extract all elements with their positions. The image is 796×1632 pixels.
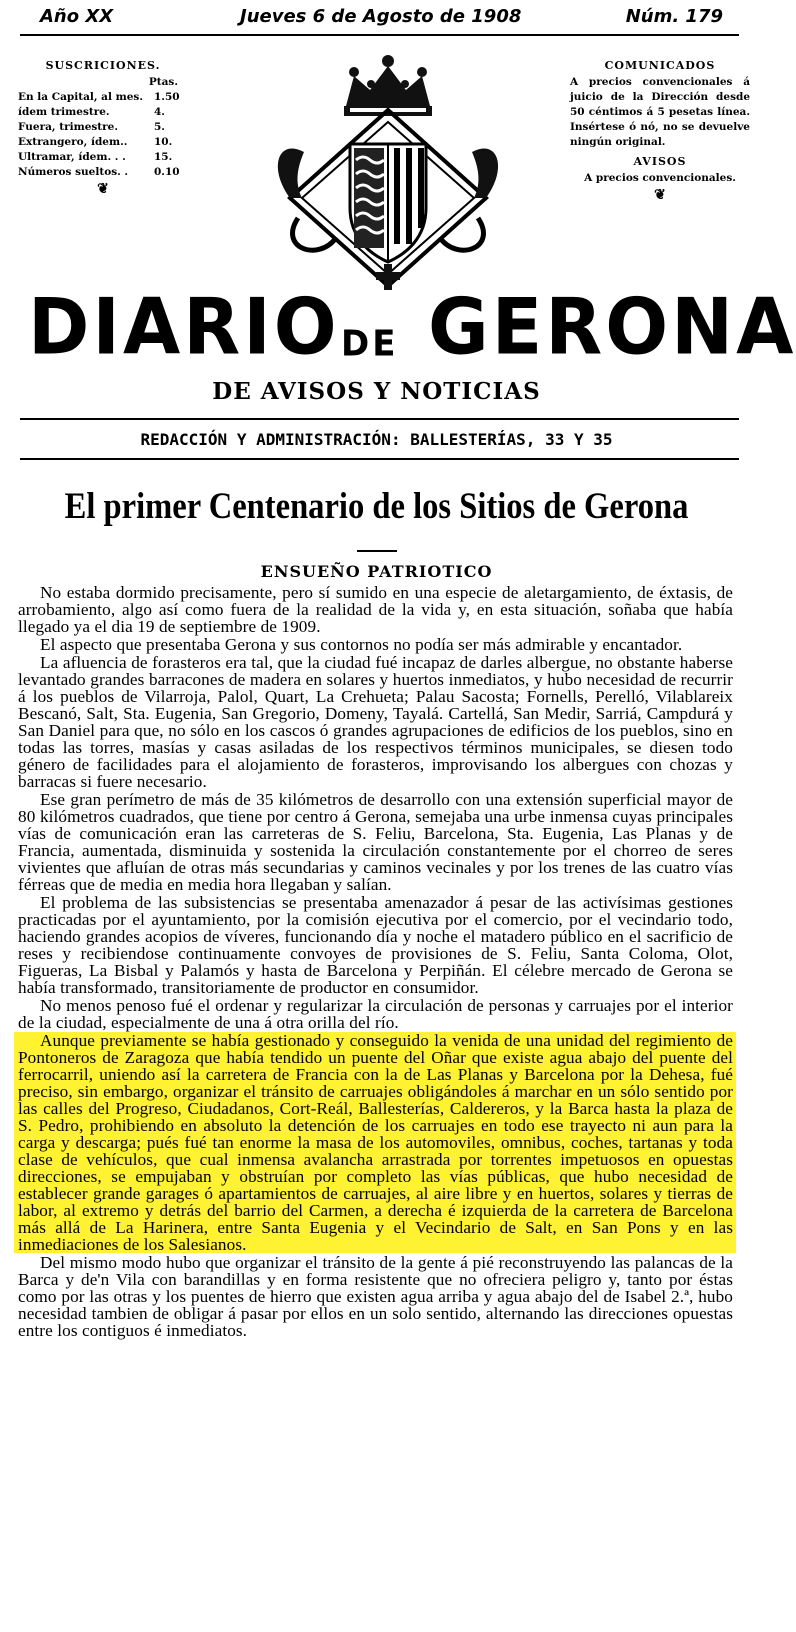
article-section-title: ENSUEÑO PATRIOTICO bbox=[260, 562, 493, 581]
top-rule bbox=[20, 34, 739, 36]
coat-of-arms-crest bbox=[258, 48, 518, 298]
comunicados-box bbox=[570, 58, 750, 203]
subscription-row: ídem trimestre. 4. bbox=[18, 106, 165, 118]
shield-icon bbox=[350, 144, 426, 262]
issue-date: Jueves 6 de Agosto de 1908 bbox=[240, 6, 522, 27]
subscription-row: Ultramar, ídem. . . 15. bbox=[18, 151, 173, 163]
article-paragraph: No estaba dormido precisamente, pero sí sumido en una especie de aletargamiento, de éxtasis, de arrobamiento, algo así como fuera de la realidad de la vida y, en esta situación, soñaba que había llegado ya el dia 19 de septiembre de 1909. bbox=[18, 583, 733, 636]
subscriptions-box bbox=[18, 58, 188, 197]
comunicados-title: COMUNICADOS bbox=[604, 59, 716, 72]
masthead-word-de: DE bbox=[341, 322, 399, 365]
avisos-text: A precios convencionales. bbox=[584, 172, 736, 184]
crown-icon bbox=[344, 55, 432, 116]
article-paragraph: El problema de las subsistencias se presentaba amenazador á pesar de las activísimas gestiones practicadas por el ayuntamiento, por la comisión ejecutiva por el comercio, por el vecindario todo, haciendo grandes acopios de víveres, funcionando día y noche el matadero público en el sacrificio de reses y recibiendose continuamente convoyes de provisiones de S. Feliu, Santa Coloma, Olot, Figueras, La Bisbal y Palamós y hasta de Barcelona y Perpiñán. El célebre mercado de Gerona se había transformado, transitoriamente de productor en consumidor. bbox=[18, 893, 733, 997]
article-paragraph: Ese gran perímetro de más de 35 kilómetros de desarrollo con una extensión superficial mayor de 80 kilómetros cuadrados, que tiene por centro á Gerona, semejaba una urbe inmensa cuyas principales vías de comunicación eran las carreteras de S. Feliu, Barcelona, Sta. Eugenia, Las Planas y de Francia, aumentada, disminuida y sostenida la circulación constantemente por el chorreo de seres vivientes que afluían de otras más secundarias y caminos vecinales y por los trenes de las cuatro vías férreas que de media en media hora llegaban y salían. bbox=[18, 790, 733, 894]
redaccion-line: REDACCIÓN Y ADMINISTRACIÓN: BALLESTERÍAS, 33 Y 35 bbox=[140, 430, 613, 449]
newspaper-page bbox=[10, 0, 796, 1632]
comunicados-text: A precios convencionales á juicio de la Dirección desde 50 céntimos á 5 pesetas línea. Insértese ó nó, no se devuelve ningún original. bbox=[570, 76, 750, 148]
article-paragraph: No menos penoso fué el ordenar y regularizar la circulación de personas y carruajes por el interior de la ciudad, especialmente de una á otra orilla del río. bbox=[18, 996, 733, 1032]
currency-label: Ptas. bbox=[148, 76, 178, 88]
redaccion-rule bbox=[20, 458, 739, 460]
avisos-title: AVISOS bbox=[633, 155, 687, 168]
article-body bbox=[18, 584, 733, 1340]
subscription-row: Números sueltos. . 0.10 bbox=[18, 166, 180, 178]
article-paragraph: Del mismo modo hubo que organizar el tránsito de la gente á pié reconstruyendo las palancas de la Barca y de'n Vila con barandillas y en forma resistente que no ofreciera peligro y, tanto por éstas como por las otras y los puentes de hierro que existen agua arriba y agua abajo del de Isabel 2.ª, hubo necesidad tambien de obligar á pasar por ellos en un solo sentido, alternando las direcciones opuestas entre los contiguos é inmediatos. bbox=[18, 1253, 733, 1340]
subscriptions-title: SUSCRICIONES. bbox=[45, 59, 161, 72]
issue-year: Año XX bbox=[40, 6, 114, 27]
masthead-word-gerona: GERONA bbox=[428, 281, 796, 373]
ornament-icon: ❦ bbox=[654, 187, 666, 203]
subscription-row: En la Capital, al mes. 1.50 bbox=[18, 91, 180, 103]
issue-info-bar bbox=[40, 4, 733, 30]
article-headline: El primer Centenario de los Sitios de Gerona bbox=[64, 486, 689, 527]
masthead-subtitle: DE AVISOS Y NOTICIAS bbox=[212, 378, 541, 405]
article-paragraph-highlighted: Aunque previamente se había gestionado y conseguido la venida de una unidad del regimiento de Pontoneros de Zaragoza que había tendido un puente del Oñar que existe agua abajo del puente del ferrocarril, uniendo así la carretera de Francia con la de Las Planas y Barcelona por la Dehesa, fué preciso, sin embargo, organizar el tránsito de carruajes obligándoles á marchar en un sólo sentido por las calles del Progreso, Ciudadanos, Cort-Reál, Ballesterías, Caldereros, y la Barca hasta la plaza de S. Pedro, prohibiendo en absoluto la detención de los carruajes en todo ese trayecto ni aun para la carga y descarga; pués fué tan enorme la masa de los automoviles, omnibus, coches, tartanas y toda clase de vehículos, que cual inmensa avalancha arrastrada por torrentes impetuosos en opuestas direcciones, se empujaban y obstruían por completo las vías públicas, que hubo necesidad de establecer grande garages ó apartamientos de carruajes, al aire libre y en huertos, solares y tierras de labor, al extremo y detrás del barrio del Carmen, a derecha é izquierda de la carretera de Barcelona más allá de La Harinera, entre Santa Eugenia y el Vecindario de Salt, en San Pons y en las inmediaciones de los Salesianos. bbox=[14, 1032, 736, 1253]
masthead-title bbox=[28, 280, 796, 375]
article-paragraph: La afluencia de forasteros era tal, que la ciudad fué incapaz de darles albergue, no obstante haberse levantado grandes barracones de madera en solares y huertos inmediatos, y hubo necesidad de recurrir á los pueblos de Vilarroja, Palol, Quart, La Crehueta; Palau Sacosta; Fornells, Perelló, Vilablareix Bescanó, Salt, Sta. Eugenia, San Gregorio, Domeny, Tayalá. Cartellá, San Medir, Sarriá, Campdurá y San Daniel para que, no sólo en los cascos ó grandes agrupaciones de edificios de los pueblos, sino en todas las torres, masías y casas asiladas de los respectivos términos municipales, se diesen todo género de facilidades para el alojamiento de forasteros, improvisando los albergues con chozas y barracas si fuere necesario. bbox=[18, 653, 733, 791]
masthead-word-diario: DIARIO bbox=[28, 281, 340, 373]
subscription-row: Fuera, trimestre. 5. bbox=[18, 121, 165, 133]
ornament-icon: ❦ bbox=[97, 181, 109, 197]
issue-number: Núm. 179 bbox=[625, 6, 723, 27]
subtitle-rule bbox=[20, 418, 739, 420]
subscription-row: Extrangero, ídem.. 10. bbox=[18, 136, 173, 148]
article-paragraph: El aspecto que presentaba Gerona y sus contornos no podía ser más admirable y encantador. bbox=[40, 635, 683, 654]
headline-divider bbox=[357, 550, 397, 552]
